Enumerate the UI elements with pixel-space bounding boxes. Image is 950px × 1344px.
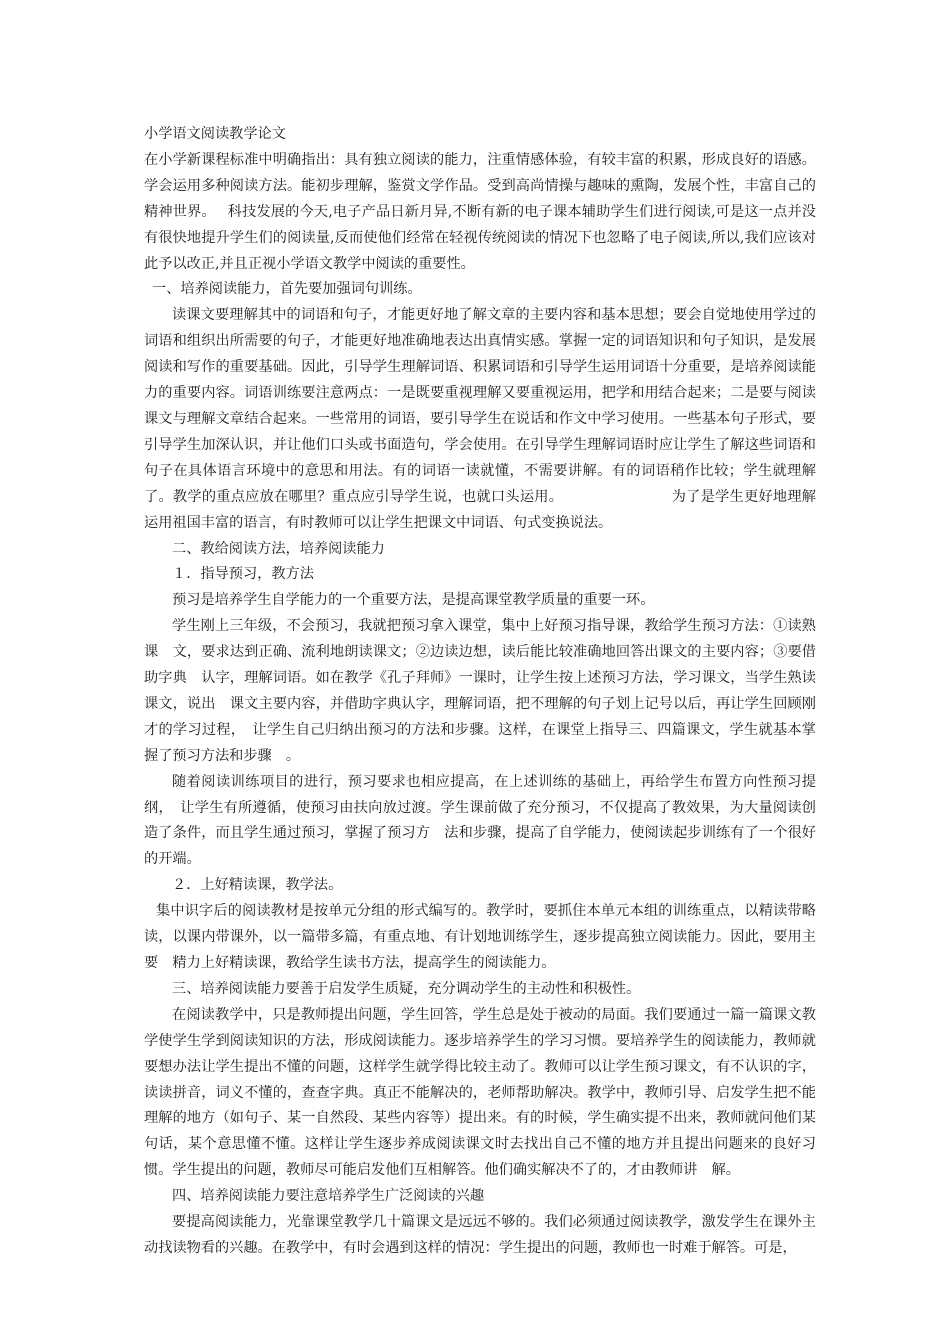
paragraph-preview-outline: 随着阅读训练项目的进行，预习要求也相应提高，在上述训练的基础上，再给学生布置方向性预习提纲， 让学生有所遵循，使预习由扶向放过渡。学生课前做了充分预习，不仅提高了教效果，为大量阅读创造了条件，而且学生通过预习，掌握了预习方 法和步骤，提高了自学能力，使阅读起步训练有了一个很好的开端。 [144, 773, 816, 868]
section-heading-2: 二、教给阅读方法，培养阅读能力 [172, 540, 385, 557]
paragraph-reading-interest: 要提高阅读能力，光靠课堂教学几十篇课文是远远不够的。我们必须通过阅读教学，激发学生在课外主动找读物看的兴趣。在教学中，有时会遇到这样的情况：学生提出的问题，教师也一时难于解答。可是， [144, 1214, 816, 1256]
paragraph-preview-intro: 预习是培养学生自学能力的一个重要方法，是提高课堂教学质量的重要一环。 [172, 592, 655, 609]
paragraph-word-training: 读课文要理解其中的词语和句子，才能更好地了解文章的主要内容和基本思想；要会自觉地使用学过的词语和组织出所需要的句子，才能更好地准确地表达出真情实感。掌握一定的词语知识和句子知识，是发展阅读和写作的重要基础。因此，引导学生理解词语、积累词语和引导学生运用词语十分重要，是培养阅读能力的重要内容。词语训练要注意两点：一是既要重视理解又要重视运用，把学和用结合起来；二是要与阅读课文与理解文章结合起来。一些常用的词语，要引导学生在说话和作文中学习使用。一些基本句子形式，要引导学生加深认识，并让他们口头或书面造句，学会使用。在引导学生理解词语时应让学生了解这些词语和句子在具体语言环境中的意思和用法。有的词语一读就懂，不需要讲解。有的词语稍作比较；学生就理解了。教学的重点应放在哪里？重点应引导学生说，也就口头运用。 为了是学生更好地理解运用祖国丰富的语言，有时教师可以让学生把课文中词语、句式变换说法。 [144, 307, 816, 531]
paragraph-intensive-reading: 集中识字后的阅读教材是按单元分组的形式编写的。教学时，要抓住本单元本组的训练重点，以精读带略 读，以课内带课外，以一篇带多篇，有重点地、有计划地训练学生，逐步提高独立阅读能力。因此，要用主要 精力上好精读课，教给学生读书方法，提高学生的阅读能力。 [144, 903, 831, 971]
paragraph-preview-method: 学生刚上三年级，不会预习，我就把预习拿入课堂，集中上好预习指导课，教给学生预习方法：①读熟课 文，要求达到正确、流利地朗读课文；②边读边想，读后能比较准确地回答出课文的主要内容；③要借助字典 认字，理解词语。如在教学《孔子拜师》一课时，让学生按上述预习方法，学习课文，当学生熟读课文，说出 课文主要内容，并借助字典认字，理解词语，把不理解的句子划上记号以后，再让学生回顾刚才的学习过程， 让学生自己归纳出预习的方法和步骤。这样，在课堂上指导三、四篇课文，学生就基本掌握了预习方法和步骤 。 [144, 618, 816, 764]
section-heading-4: 四、培养阅读能力要注意培养学生广泛阅读的兴趣 [172, 1188, 485, 1205]
document-body [144, 122, 831, 1262]
paragraph-questioning: 在阅读教学中，只是教师提出问题，学生回答，学生总是处于被动的局面。我们要通过一篇一篇课文教学使学生学到阅读知识的方法，形成阅读能力。逐步培养学生的学习习惯。要培养学生的阅读能力，教师就要想办法让学生提出不懂的问题，这样学生就学得比较主动了。教师可以让学生预习课文，有不认识的字，读读拼音，词义不懂的，查查字典。真正不能解决的，老师帮助解决。教学中，教师引导、启发学生把不能理解的地方（如句子、某一自然段、某些内容等）提出来。有的时候，学生确实提不出来，教师就问他们某句话，某个意思懂不懂。这样让学生逐步养成阅读课文时去找出自己不懂的地方并且提出问题来的良好习惯。学生提出的问题，教师尽可能启发他们互相解答。他们确实解决不了的，才由教师讲 解。 [144, 1006, 816, 1179]
subsection-heading-intensive-reading: ２．上好精读课，教学法。 [172, 877, 343, 894]
paragraph-intro: 在小学新课程标准中明确指出：具有独立阅读的能力，注重情感体验，有较丰富的积累，形成良好的语感。学会运用多种阅读方法。能初步理解，鉴赏文学作品。受到高尚情操与趣味的熏陶，发展个性，丰富自己的精神世界。 科技发展的今天,电子产品日新月异,不断有新的电子课本辅助学生们进行阅读,可是这一点并没有很快地提升学生们的阅读量,反而使他们经常在轻视传统阅读的情况下也忽略了电子阅读,所以,我们应该对此予以改正,并且正视小学语文教学中阅读的重要性。 [144, 151, 816, 272]
document-title: 小学语文阅读教学论文 [144, 126, 286, 142]
section-heading-3: 三、培养阅读能力要善于启发学生质疑，充分调动学生的主动性和积极性。 [172, 980, 641, 997]
subsection-heading-preview: １．指导预习，教方法 [172, 566, 314, 583]
section-heading-1: 一、培养阅读能力，首先要加强词句训练。 [152, 281, 422, 298]
